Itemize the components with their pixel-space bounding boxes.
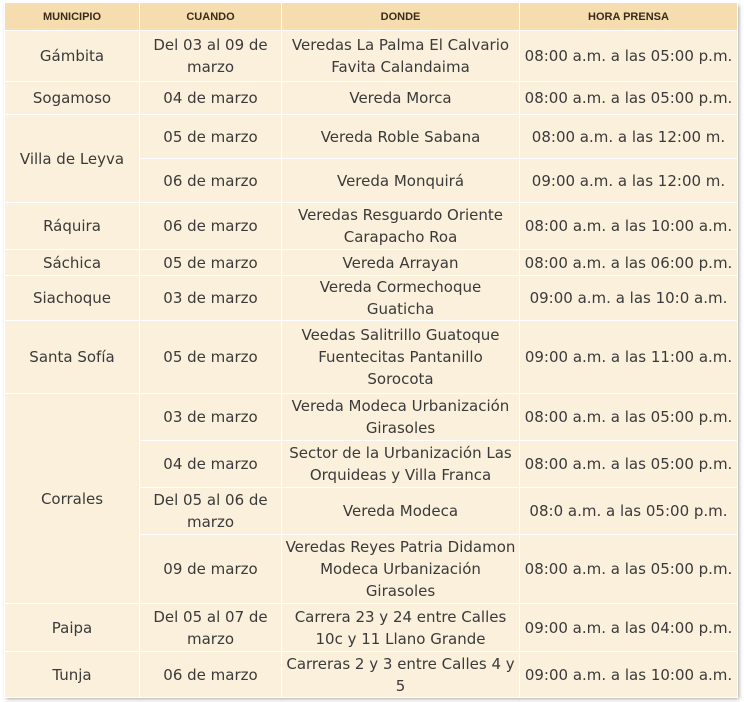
table-row (5, 203, 738, 250)
header-row (5, 3, 738, 31)
cuando-cell: 04 de marzo (140, 441, 282, 488)
municipio-cell: Villa de Leyva (5, 115, 140, 203)
schedule-table (4, 2, 738, 698)
donde-cell: Veedas Salitrillo Guatoque Fuentecitas Pantanillo Sorocota (282, 321, 520, 394)
hora-cell: 08:00 a.m. a las 12:00 m. (520, 115, 738, 159)
donde-cell: Vereda Modeca (282, 488, 520, 535)
cuando-cell: 03 de marzo (140, 394, 282, 441)
municipio-cell: Gámbita (5, 31, 140, 82)
donde-cell: Vereda Roble Sabana (282, 115, 520, 159)
table-row (5, 604, 738, 652)
hora-cell: 09:00 a.m. a las 10:0 a.m. (520, 276, 738, 321)
hora-cell: 08:00 a.m. a las 05:00 p.m. (520, 31, 738, 82)
donde-cell: Veredas Reyes Patria Didamon Modeca Urbanización Girasoles (282, 535, 520, 604)
cuando-cell: 05 de marzo (140, 115, 282, 159)
hora-cell: 08:00 a.m. a las 05:00 p.m. (520, 82, 738, 115)
header-municipio: MUNICIPIO (5, 3, 140, 31)
table-row (5, 250, 738, 276)
hora-cell: 09:00 a.m. a las 12:00 m. (520, 159, 738, 203)
donde-cell: Vereda Arrayan (282, 250, 520, 276)
municipio-cell: Paipa (5, 604, 140, 652)
cuando-cell: 04 de marzo (140, 82, 282, 115)
table-row (5, 652, 738, 698)
municipio-cell: Tunja (5, 652, 140, 698)
table-row (5, 115, 738, 159)
hora-cell: 08:00 a.m. a las 10:00 a.m. (520, 203, 738, 250)
cuando-cell: 03 de marzo (140, 276, 282, 321)
cuando-cell: Del 03 al 09 de marzo (140, 31, 282, 82)
donde-cell: Vereda Morca (282, 82, 520, 115)
schedule-table-container (4, 2, 737, 696)
cuando-cell: Del 05 al 07 de marzo (140, 604, 282, 652)
hora-cell: 08:00 a.m. a las 05:00 p.m. (520, 394, 738, 441)
table-row (5, 394, 738, 441)
donde-cell: Vereda Monquirá (282, 159, 520, 203)
donde-cell: Veredas Resguardo Oriente Carapacho Roa (282, 203, 520, 250)
donde-cell: Vereda Modeca Urbanización Girasoles (282, 394, 520, 441)
cuando-cell: 05 de marzo (140, 321, 282, 394)
municipio-cell: Santa Sofía (5, 321, 140, 394)
cuando-cell: 06 de marzo (140, 203, 282, 250)
donde-cell: Carrera 23 y 24 entre Calles 10c y 11 Llano Grande (282, 604, 520, 652)
header-donde: DONDE (282, 3, 520, 31)
hora-cell: 09:00 a.m. a las 04:00 p.m. (520, 604, 738, 652)
hora-cell: 08:00 a.m. a las 05:00 p.m. (520, 441, 738, 488)
donde-cell: Veredas La Palma El Calvario Favita Calandaima (282, 31, 520, 82)
table-row (5, 31, 738, 82)
cuando-cell: Del 05 al 06 de marzo (140, 488, 282, 535)
hora-cell: 09:00 a.m. a las 10:00 a.m. (520, 652, 738, 698)
donde-cell: Vereda Cormechoque Guaticha (282, 276, 520, 321)
table-row (5, 82, 738, 115)
hora-cell: 08:00 a.m. a las 05:00 p.m. (520, 535, 738, 604)
municipio-cell: Sáchica (5, 250, 140, 276)
municipio-cell: Corrales (5, 394, 140, 604)
header-cuando: CUANDO (140, 3, 282, 31)
cuando-cell: 06 de marzo (140, 159, 282, 203)
hora-cell: 08:00 a.m. a las 06:00 p.m. (520, 250, 738, 276)
cuando-cell: 05 de marzo (140, 250, 282, 276)
table-row (5, 321, 738, 394)
municipio-cell: Ráquira (5, 203, 140, 250)
donde-cell: Carreras 2 y 3 entre Calles 4 y 5 (282, 652, 520, 698)
municipio-cell: Sogamoso (5, 82, 140, 115)
municipio-cell: Siachoque (5, 276, 140, 321)
hora-cell: 08:0 a.m. a las 05:00 p.m. (520, 488, 738, 535)
hora-cell: 09:00 a.m. a las 11:00 a.m. (520, 321, 738, 394)
cuando-cell: 06 de marzo (140, 652, 282, 698)
cuando-cell: 09 de marzo (140, 535, 282, 604)
table-row (5, 276, 738, 321)
donde-cell: Sector de la Urbanización Las Orquideas y Villa Franca (282, 441, 520, 488)
header-hora-prensa: HORA PRENSA (520, 3, 738, 31)
